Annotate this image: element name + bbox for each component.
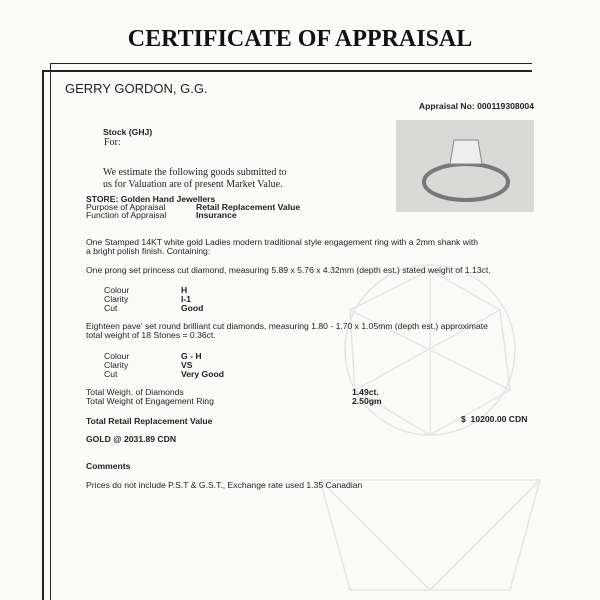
purpose-value: Retail Replacement Value <box>196 202 301 212</box>
ring-photo <box>396 120 534 212</box>
frame-left-thick <box>42 70 44 600</box>
for-value: Stock (GHJ) <box>103 127 153 137</box>
comments-label: Comments <box>86 461 131 471</box>
side-colour-value: G - H <box>181 351 202 361</box>
side-stones-line-2: total weight of 18 Stones = 0.36ct. <box>86 330 216 340</box>
side-stones-line-1: Eighteen pave' set round brilliant cut diamonds, measuring 1.80 - 1.70 x 1.05mm (depth est.) approximate <box>86 321 488 331</box>
estimate-line-2: us for Valuation are of present Market Value. <box>103 179 283 190</box>
frame-line-thick <box>42 70 532 72</box>
appraisal-number: Appraisal No: 000119308004 <box>418 101 534 111</box>
frame-line-thin <box>50 63 532 64</box>
purpose-label: Purpose of Appraisal <box>86 202 166 212</box>
function-label: Function of Appraisal <box>86 210 167 220</box>
center-colour-value: H <box>181 285 188 295</box>
estimate-line-1: We estimate the following goods submitted to <box>103 167 287 178</box>
store: STORE: Golden Hand Jewellers <box>86 194 216 204</box>
gold-price: GOLD @ 2031.89 CDN <box>86 434 177 444</box>
center-cut-label: Cut <box>104 303 118 313</box>
diamond-watermark <box>260 260 580 600</box>
center-colour-label: Colour <box>104 285 130 295</box>
side-cut-value: Very Good <box>181 369 224 379</box>
ring-icon <box>396 120 534 212</box>
frame-left-thin <box>50 63 51 600</box>
center-stone: One prong set princess cut diamond, measuring 5.89 x 5.76 x 4.32mm (depth est.) stated weight of 1.13ct. <box>86 265 491 275</box>
appraiser-name: GERRY GORDON, G.G. <box>65 81 208 96</box>
total-value: $ 10200.00 CDN <box>461 414 528 424</box>
description-line-2: a bright polish finish. Containing: <box>86 246 211 256</box>
total-ring-value: 2.50gm <box>352 396 382 406</box>
total-diamonds-value: 1.49ct. <box>352 387 379 397</box>
function-value: Insurance <box>196 210 237 220</box>
center-cut-value: Good <box>181 303 204 313</box>
center-clarity-value: I-1 <box>181 294 192 304</box>
document-title: CERTIFICATE OF APPRAISAL <box>127 26 473 52</box>
side-clarity-label: Clarity <box>104 360 129 370</box>
for-label: For: <box>104 137 121 148</box>
center-clarity-label: Clarity <box>104 294 129 304</box>
side-clarity-value: VS <box>181 360 193 370</box>
total-diamonds-label: Total Weigh. of Diamonds <box>86 387 184 397</box>
side-colour-label: Colour <box>104 351 130 361</box>
description-line-1: One Stamped 14KT white gold Ladies modern traditional style engagement ring with a 2mm shank with <box>86 237 479 247</box>
total-ring-label: Total Weight of Engagement Ring <box>86 396 214 406</box>
side-cut-label: Cut <box>104 369 118 379</box>
total-value-label: Total Retail Replacement Value <box>86 416 213 426</box>
comments-text: Prices do not include P.S.T & G.S.T., Exchange rate used 1.35 Canadian <box>86 480 363 490</box>
